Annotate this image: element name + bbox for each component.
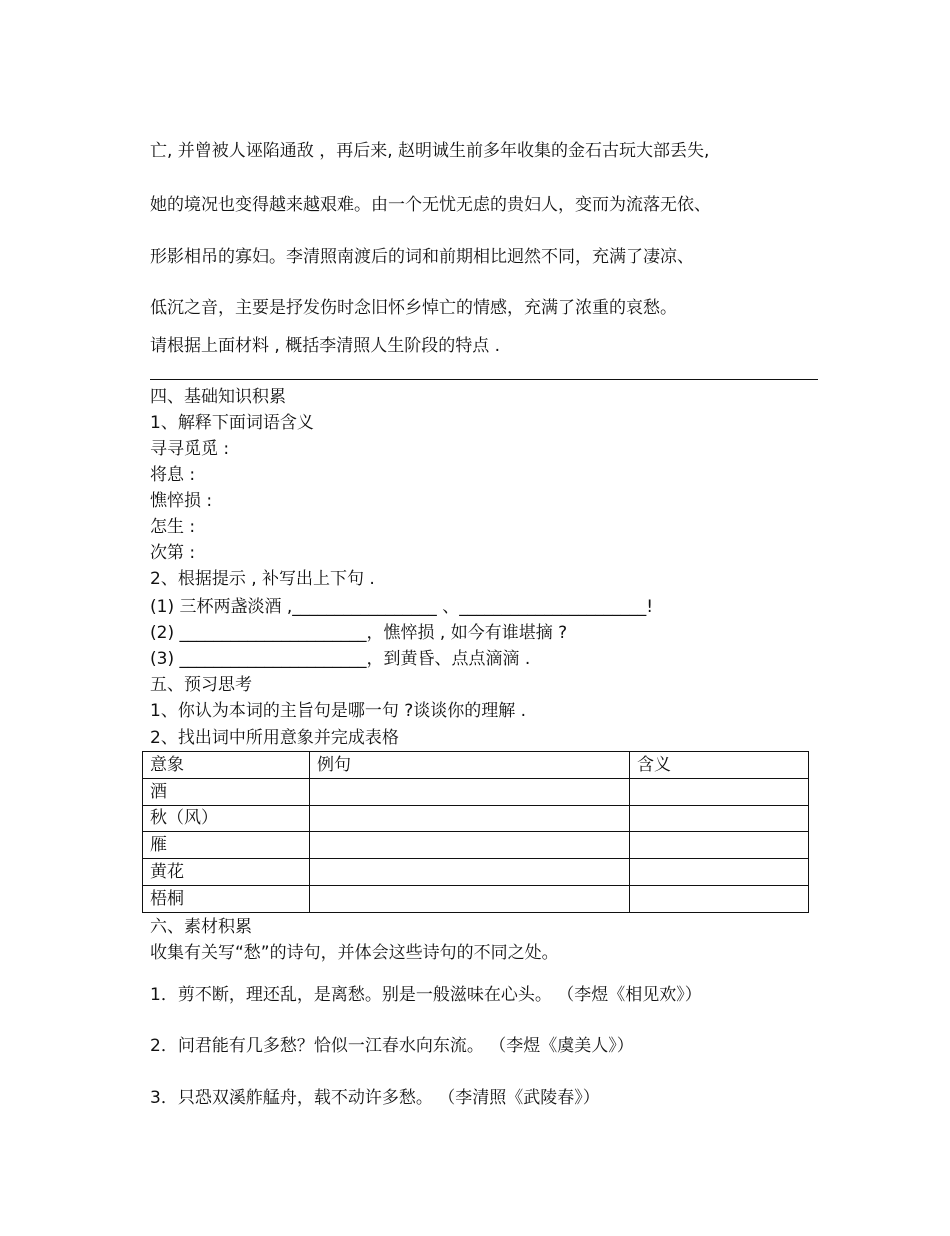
example-cell[interactable]	[310, 885, 630, 912]
term-1: 寻寻觅觅 :	[150, 439, 230, 459]
table-row	[143, 805, 809, 832]
header-example: 例句	[310, 752, 630, 779]
fill-blank-2: (2) ______________________，憔悴损 , 如今有谁堪摘 ?	[150, 623, 568, 643]
section-6-intro: 收集有关写“愁”的诗句，并体会这些诗句的不同之处。	[150, 943, 559, 963]
section-5-heading: 五、预习思考	[150, 675, 252, 695]
header-imagery: 意象	[143, 752, 310, 779]
imagery-cell: 秋（风）	[143, 805, 310, 832]
passage-line-3: 形影相吊的寡妇。李清照南渡后的词和前期相比迥然不同，充满了凄凉、	[150, 247, 694, 267]
imagery-table	[142, 751, 809, 913]
example-cell[interactable]	[310, 832, 630, 859]
table-row	[143, 832, 809, 859]
section-6-heading: 六、素材积累	[150, 917, 252, 937]
imagery-cell: 雁	[143, 832, 310, 859]
example-cell[interactable]	[310, 778, 630, 805]
poem-3: 3．只恐双溪舴艋舟，载不动许多愁。 （李清照《武陵春》）	[150, 1088, 600, 1108]
meaning-cell[interactable]	[630, 859, 809, 886]
passage-line-4: 低沉之音，主要是抒发伤时念旧怀乡悼亡的情感，充满了浓重的哀愁。	[150, 298, 677, 318]
table-header-row	[143, 752, 809, 779]
meaning-cell[interactable]	[630, 885, 809, 912]
answer-line	[150, 379, 818, 380]
term-2: 将息 :	[150, 465, 196, 485]
meaning-cell[interactable]	[630, 832, 809, 859]
term-4: 怎生 :	[150, 517, 196, 537]
example-cell[interactable]	[310, 805, 630, 832]
imagery-cell: 黄花	[143, 859, 310, 886]
section-4-question-1: 1、解释下面词语含义	[150, 413, 314, 433]
table-row	[143, 859, 809, 886]
meaning-cell[interactable]	[630, 805, 809, 832]
meaning-cell[interactable]	[630, 778, 809, 805]
imagery-cell: 梧桐	[143, 885, 310, 912]
term-5: 次第 :	[150, 543, 196, 563]
table-row	[143, 778, 809, 805]
example-cell[interactable]	[310, 859, 630, 886]
passage-line-1: 亡, 并曾被人诬陷通敌 ，再后来, 赵明诚生前多年收集的金石古玩大部丢失,	[150, 141, 710, 161]
section-5-question-2: 2、找出词中所用意象并完成表格	[150, 728, 399, 748]
passage-line-2: 她的境况也变得越来越艰难。由一个无忧无虑的贵妇人，变而为流落无依、	[150, 195, 711, 215]
imagery-cell: 酒	[143, 778, 310, 805]
section-5-question-1: 1、你认为本词的主旨句是哪一句 ?谈谈你的理解 .	[150, 701, 527, 721]
fill-blank-3: (3) ______________________，到黄昏、点点滴滴 .	[150, 649, 531, 669]
table-row	[143, 885, 809, 912]
section-4-question-2: 2、根据提示 , 补写出上下句 .	[150, 569, 375, 589]
poem-1: 1．剪不断，理还乱，是离愁。别是一般滋味在心头。 （李煜《相见欢》）	[150, 985, 702, 1005]
poem-2: 2．问君能有几多愁？恰似一江春水向东流。 （李煜《虞美人》）	[150, 1036, 634, 1056]
summary-prompt: 请根据上面材料 , 概括李清照人生阶段的特点 .	[150, 336, 501, 356]
fill-blank-1: (1) 三杯两盏淡酒 ,_________________ 、______________________!	[150, 597, 654, 617]
header-meaning: 含义	[630, 752, 809, 779]
term-3: 憔悴损 :	[150, 491, 213, 511]
section-4-heading: 四、基础知识积累	[150, 387, 286, 407]
